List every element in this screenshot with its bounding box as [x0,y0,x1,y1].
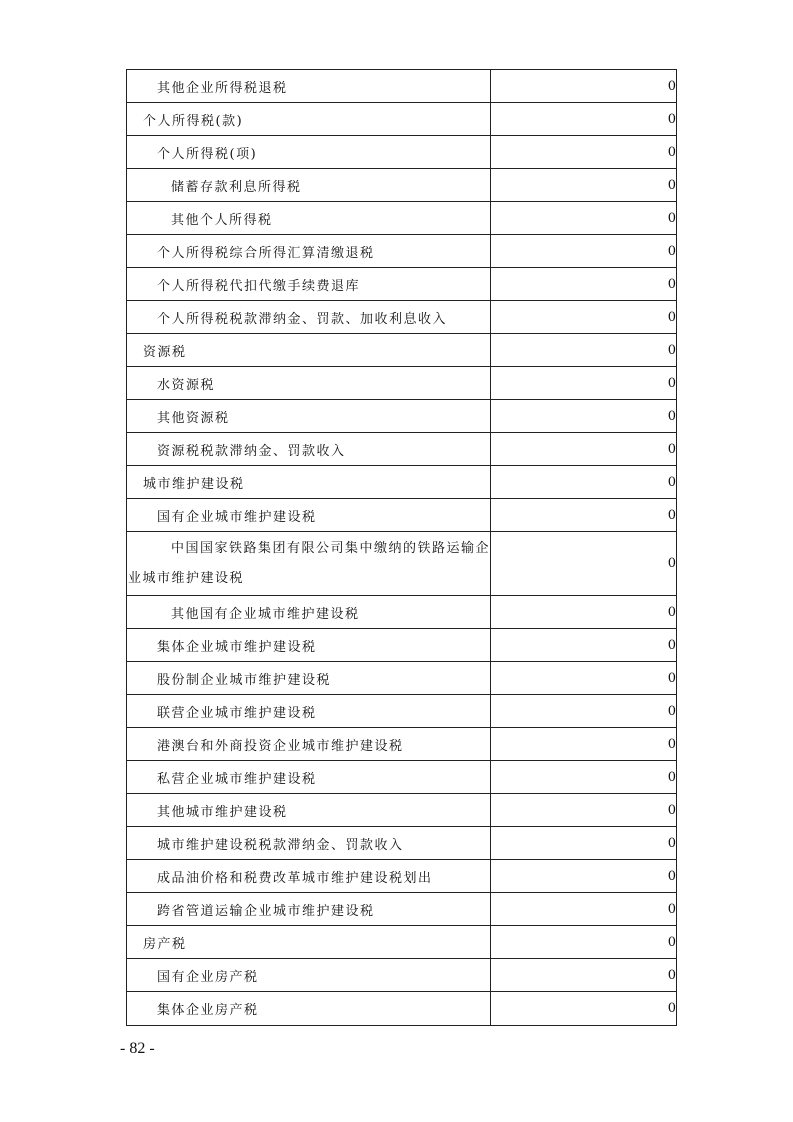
table-row [127,761,676,794]
row-value: 0 [667,441,676,457]
row-value: 0 [667,507,676,523]
row-value: 0 [667,144,676,160]
row-name: 港澳台和外商投资企业城市维护建设税 [127,728,491,760]
table-row [127,400,676,433]
row-name: 其他个人所得税 [127,202,491,234]
row-value: 0 [667,342,676,358]
row-value: 0 [667,111,676,127]
row-value: 0 [667,835,676,851]
table-row [127,794,676,827]
row-value: 0 [667,474,676,490]
row-name: 个人所得税综合所得汇算清缴退税 [127,235,491,267]
row-value: 0 [667,934,676,950]
row-value: 0 [667,868,676,884]
table-row [127,728,676,761]
row-name: 成品油价格和税费改革城市维护建设税划出 [127,860,491,892]
row-name: 其他资源税 [127,400,491,432]
table-row [127,433,676,466]
table-row [127,926,676,959]
row-name: 个人所得税(项) [127,136,491,168]
row-name: 集体企业城市维护建设税 [127,629,491,661]
row-name: 联营企业城市维护建设税 [127,695,491,727]
table-row [127,202,676,235]
row-value: 0 [667,408,676,424]
row-name-line1: 中国国家铁路集团有限公司集中缴纳的铁路运输企 [171,541,491,556]
row-name: 国有企业房产税 [127,959,491,991]
row-value: 0 [667,78,676,94]
row-value: 0 [667,670,676,686]
page-number: - 82 - [120,1040,155,1057]
table-row [127,959,676,992]
table-row [127,662,676,695]
table-row [127,860,676,893]
row-value: 0 [667,967,676,983]
table-row [127,136,676,169]
row-value: 0 [667,1001,676,1016]
table-row [127,334,676,367]
table-row [127,992,676,1025]
row-value: 0 [667,177,676,193]
row-value: 0 [667,637,676,653]
table-row [127,466,676,499]
row-name: 储蓄存款利息所得税 [127,169,491,201]
row-name: 房产税 [127,926,491,958]
row-name: 资源税 [127,334,491,366]
row-value: 0 [667,556,676,571]
row-value: 0 [667,901,676,917]
row-value: 0 [667,375,676,391]
row-name: 集体企业房产税 [127,992,491,1025]
row-name [127,532,491,595]
table-row [127,169,676,202]
row-name: 跨省管道运输企业城市维护建设税 [127,893,491,925]
row-name: 其他企业所得税退税 [127,70,491,102]
row-name: 其他城市维护建设税 [127,794,491,826]
row-name: 股份制企业城市维护建设税 [127,662,491,694]
row-name: 资源税税款滞纳金、罚款收入 [127,433,491,465]
table-row [127,629,676,662]
revenue-table [126,69,677,1026]
row-name: 个人所得税(款) [127,103,491,135]
row-name: 个人所得税税款滞纳金、罚款、加收利息收入 [127,301,491,333]
table-row [127,695,676,728]
row-value: 0 [667,703,676,719]
table-row [127,596,676,629]
row-value: 0 [667,604,676,620]
row-value: 0 [667,276,676,292]
table-row [127,499,676,532]
row-name-line2: 业城市维护建设税 [128,571,245,586]
row-value: 0 [667,210,676,226]
table-row [127,268,676,301]
table-row [127,235,676,268]
row-value: 0 [667,736,676,752]
row-name: 私营企业城市维护建设税 [127,761,491,793]
row-value: 0 [667,243,676,259]
row-value: 0 [667,802,676,818]
row-value: 0 [667,309,676,325]
table-row [127,827,676,860]
row-name: 个人所得税代扣代缴手续费退库 [127,268,491,300]
row-name: 国有企业城市维护建设税 [127,499,491,531]
table-row [127,301,676,334]
row-name: 城市维护建设税 [127,466,491,498]
table-row [127,532,676,596]
table-row [127,70,676,103]
row-name: 城市维护建设税税款滞纳金、罚款收入 [127,827,491,859]
row-value: 0 [667,769,676,785]
table-row [127,893,676,926]
table-row [127,367,676,400]
row-name: 其他国有企业城市维护建设税 [127,596,491,628]
table-row [127,103,676,136]
row-name: 水资源税 [127,367,491,399]
